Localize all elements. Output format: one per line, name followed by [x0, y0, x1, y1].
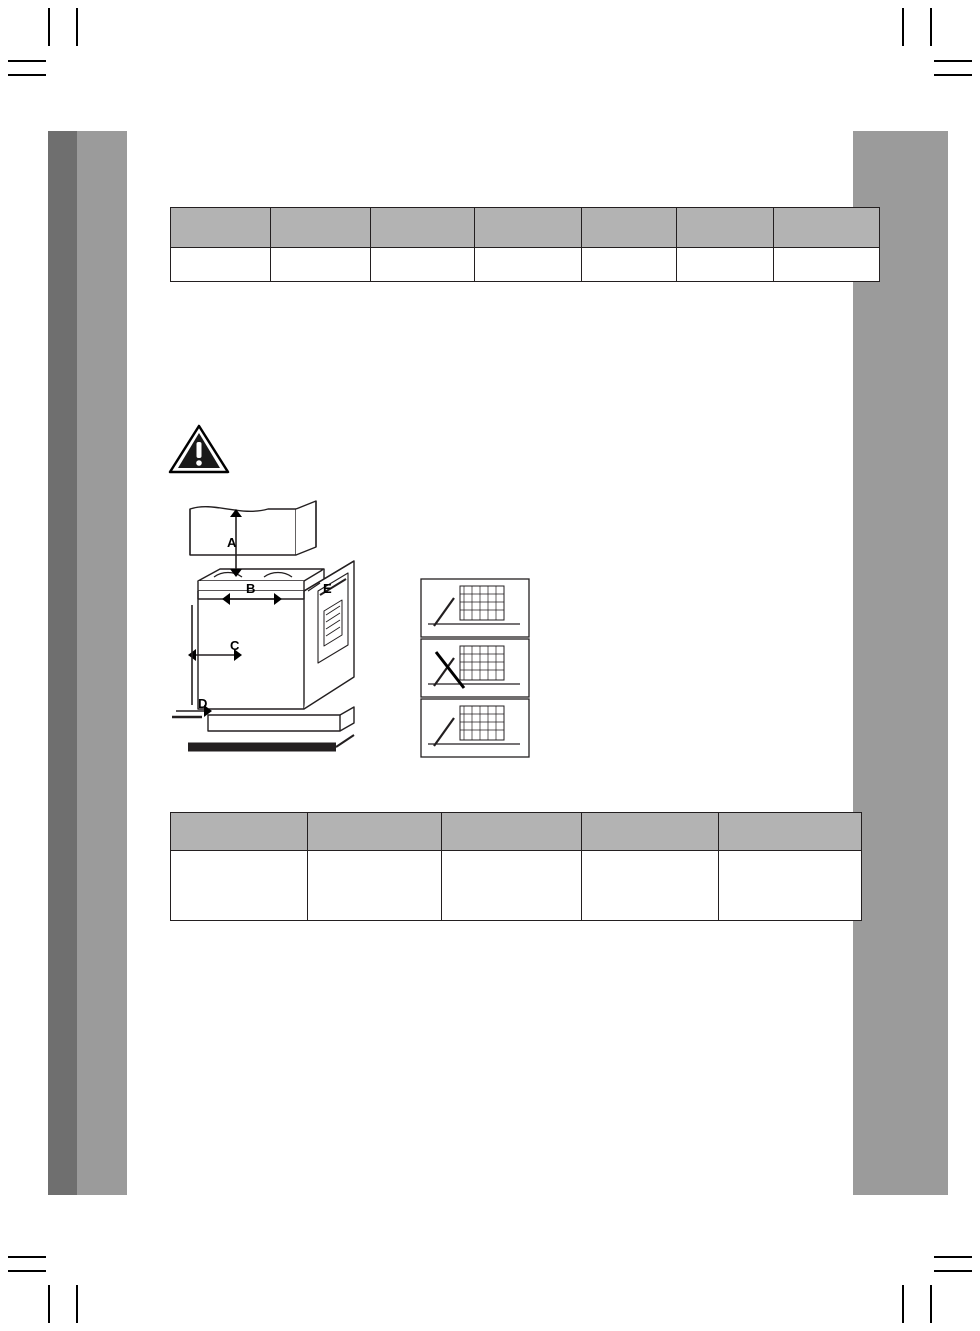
crop-mark-bottom-left-horizontal-2 [8, 1270, 46, 1272]
table-header-cell-5 [582, 208, 677, 248]
clearance-dimensions-table [170, 812, 862, 921]
table-header-cell-5 [719, 813, 862, 851]
table-header-row [171, 813, 862, 851]
table-header-cell-4 [582, 813, 719, 851]
table-header-cell-1 [171, 208, 271, 248]
crop-mark-top-left-horizontal [8, 60, 46, 62]
table-row [171, 248, 880, 282]
table-header-cell-2 [271, 208, 371, 248]
table-cell [171, 851, 308, 921]
table-header-cell-6 [677, 208, 774, 248]
page-edge-bar-light-right [853, 131, 901, 1195]
crop-mark-top-right-horizontal [934, 60, 972, 62]
table-cell [774, 248, 880, 282]
crop-mark-top-right-vertical-2 [930, 8, 932, 46]
table-header-cell-3 [442, 813, 582, 851]
grate-position-detail-panels [420, 578, 530, 760]
page-edge-bar-dark-left [48, 131, 77, 1195]
crop-mark-bottom-right-horizontal [934, 1256, 972, 1258]
crop-mark-bottom-left-horizontal [8, 1256, 46, 1258]
warning-triangle-icon [168, 423, 230, 475]
page-edge-bar-dark-right [901, 131, 948, 1195]
table-header-cell-4 [475, 208, 582, 248]
table-cell [308, 851, 442, 921]
specifications-table [170, 207, 880, 282]
dimension-label-b: B [246, 581, 256, 596]
crop-mark-bottom-left-vertical-2 [76, 1285, 78, 1323]
table-cell [475, 248, 582, 282]
crop-mark-bottom-right-vertical-2 [930, 1285, 932, 1323]
crop-mark-bottom-right-vertical [902, 1285, 904, 1323]
dimension-label-c: C [230, 638, 240, 653]
crop-mark-bottom-right-horizontal-2 [934, 1270, 972, 1272]
table-header-cell-3 [371, 208, 475, 248]
dimension-label-d: D [198, 696, 208, 711]
crop-mark-top-left-vertical-2 [76, 8, 78, 46]
table-cell [677, 248, 774, 282]
page-edge-bar-light-left [77, 131, 127, 1195]
table-cell [719, 851, 862, 921]
table-cell [271, 248, 371, 282]
table-cell [582, 248, 677, 282]
table-header-cell-1 [171, 813, 308, 851]
crop-mark-top-right-vertical [902, 8, 904, 46]
table-header-row [171, 208, 880, 248]
crop-mark-top-left-horizontal-2 [8, 74, 46, 76]
table-cell [442, 851, 582, 921]
table-cell [371, 248, 475, 282]
dimension-label-e: E [323, 581, 332, 596]
table-row [171, 851, 862, 921]
table-cell [171, 248, 271, 282]
table-cell [582, 851, 719, 921]
crop-mark-bottom-left-vertical [48, 1285, 50, 1323]
dimension-label-a: A [227, 535, 237, 550]
table-header-cell-2 [308, 813, 442, 851]
crop-mark-top-right-horizontal-2 [934, 74, 972, 76]
table-header-cell-7 [774, 208, 880, 248]
crop-mark-top-left-vertical [48, 8, 50, 46]
